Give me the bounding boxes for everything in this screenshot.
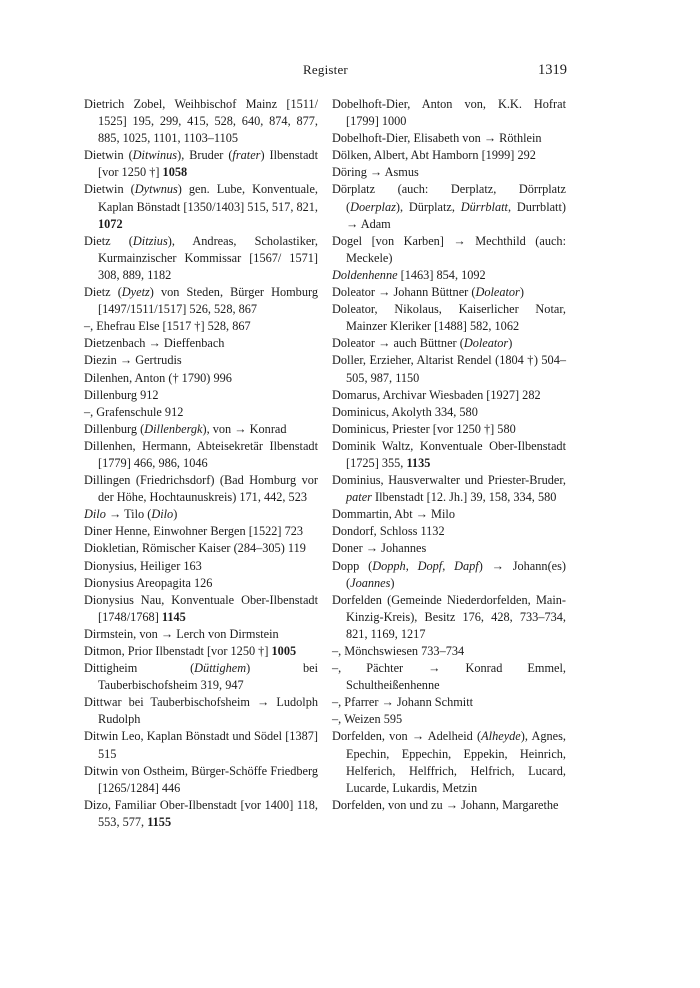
entry-text: 1072 [98,216,123,231]
entry-text: Dobelhoft-Dier, Elisabeth von → Röthlein [332,131,542,146]
entry-text: ) von Steden, Bürger Homburg [1497/1511/1517] 526, 528, 867 [98,285,318,317]
entry-text: Ditmon, Prior Ilbenstadt [vor 1250 †] [84,644,272,658]
index-entry [332,438,566,472]
entry-text: Joannes [350,575,391,590]
entry-text: Dorfelden, von und zu → Johann, Margarethe [332,797,559,812]
entry-text: Ditwin Leo, Kaplan Bönstadt und Södel [1387] 515 [84,729,318,761]
entry-text: ), Agnes, Epechin, Eppechin, Eppekin, Heinrich, Helferich, Helffrich, Helfrich, Lucard, Lucarde, Lukardis, Metzin [346,729,567,795]
entry-text: ) [519,285,524,300]
entry-text: –, Ehefrau Else [1517 †] 528, 867 [84,319,251,334]
index-entry [84,643,318,660]
entry-text: Doerplaz [350,199,396,214]
entry-text: 1145 [161,609,186,624]
index-entry [332,284,566,301]
entry-text: Dyetz [121,285,150,300]
entry-text: –, Pfarrer → Johann Schmitt [332,695,474,710]
entry-text: ), Bruder ( [177,148,233,163]
index-entry [84,233,318,284]
index-entry [332,130,566,147]
entry-text: Dominicus, Akolyth 334, 580 [332,404,478,419]
index-entry [332,181,566,232]
index-entry [332,592,566,643]
entry-text: –, Weizen 595 [332,712,403,727]
entry-text: Dopph [372,558,406,573]
index-entry [332,694,566,711]
entry-text: , [405,558,418,573]
entry-text: –, Grafenschule 912 [84,404,184,419]
index-column-left [84,96,318,831]
index-entry [84,421,318,438]
index-entry [332,335,566,352]
entry-text: Dietzenbach → Dieffenbach [84,336,225,351]
entry-text: Doner → Johannes [332,541,427,556]
entry-text: 1155 [147,814,172,829]
entry-text: Dietz ( [84,285,122,300]
index-entry [84,438,318,472]
index-entry [332,660,566,694]
index-column-right [332,96,566,814]
entry-text: Ditzius [132,233,168,248]
index-entry [84,626,318,643]
entry-text: , [442,558,455,573]
entry-text: Ditwinus [132,148,178,163]
entry-text: Dizo, Familiar Ober-Ilbenstadt [vor 1400] 118, 553, 577, [84,797,318,829]
index-entry [332,147,566,164]
index-entry [84,523,318,540]
entry-text: Dondorf, Schloss 1132 [332,524,445,539]
entry-text: Dopp ( [332,558,373,573]
entry-text: Dominik Waltz, Konventuale Ober-Ilbenstadt [1725] 355, [332,438,566,470]
entry-text: Dietrich Zobel, Weihbischof Mainz [1511/ 1525] 195, 299, 415, 528, 640, 874, 877, 885, 1025, 1101, 1103–1105 [84,97,318,146]
index-entry [84,352,318,369]
entry-text: Dionysius, Heiliger 163 [84,558,202,573]
index-entry [332,711,566,728]
entry-text: Dillingen (Friedrichsdorf) (Bad Homburg vor der Höhe, Hochtaunuskreis) 171, 442, 523 [84,473,318,505]
index-entry [84,592,318,626]
entry-text: [1463] 854, 1092 [397,267,486,282]
index-entry [332,728,566,796]
index-entry [84,694,318,728]
entry-text: Dillenbergk [144,421,203,436]
running-header [84,62,567,80]
index-entry [332,233,566,267]
entry-text: ) [390,575,395,590]
entry-text: Doleator [463,336,509,351]
entry-text: –, Pächter → Konrad Emmel, Schultheißenhenne [332,661,566,693]
index-entry [332,352,566,386]
entry-text: 1058 [162,165,188,180]
index-entry [332,472,566,506]
entry-text: Ilbenstadt [12. Jh.] 39, 158, 334, 580 [371,490,557,505]
entry-text: Dapf [454,558,479,573]
index-entry [332,267,566,284]
index-entry [84,540,318,557]
index-entry [332,523,566,540]
entry-text: Ditwin von Ostheim, Bürger-Schöffe Friedberg [1265/1284] 446 [84,763,318,795]
entry-text: Dilo [151,507,174,522]
entry-text: ) [508,336,513,351]
entry-text: Dytwnus [134,182,178,197]
entry-text: Doldenhenne [332,267,398,282]
index-entry [84,284,318,318]
entry-text: Dillenburg ( [84,421,145,436]
entry-text: Dorfelden, von → Adelheid ( [332,729,482,744]
index-entry [84,728,318,762]
index-entry [332,301,566,335]
index-entry [84,96,318,147]
entry-text: Doleator, Nikolaus, Kaiserlicher Notar, Mainzer Kleriker [1488] 582, 1062 [332,302,566,334]
index-entry [84,404,318,421]
entry-text: Dölken, Albert, Abt Hamborn [1999] 292 [332,148,536,163]
entry-text: Dominicus, Priester [vor 1250 †] 580 [332,421,516,436]
entry-text: , Durrblatt) → Adam [346,199,566,231]
entry-text: Dietwin ( [84,148,133,163]
entry-text: Dillenhen, Hermann, Abteisekretär Ilbenstadt [1779] 466, 986, 1046 [84,438,318,470]
entry-text: Dobelhoft-Dier, Anton von, K.K. Hofrat [1799] 1000 [332,97,566,129]
index-entry [84,335,318,352]
entry-text: Domarus, Archivar Wiesbaden [1927] 282 [332,387,541,402]
entry-text: Dürrblatt [460,199,508,214]
entry-text: 1005 [271,644,297,658]
index-entry [332,164,566,181]
index-entry [84,370,318,387]
index-entry [332,387,566,404]
entry-text: Diner Henne, Einwohner Bergen [1522] 723 [84,524,304,539]
entry-text: ) bei Tauberbischofsheim 319, 947 [98,661,318,693]
entry-text: ) [173,507,178,522]
entry-text: Dogel [von Karben] → Mechthild (auch: Meckele) [332,233,566,265]
entry-text: Dominius, Hausverwalter und Priester-Bruder, [332,473,566,488]
entry-text: Dorfelden (Gemeinde Niederdorfelden, Main-Kinzig-Kreis), Besitz 176, 428, 733–734, 821, 1169, 1217 [332,592,566,641]
entry-text: Dopf [417,558,443,573]
index-entry [84,763,318,797]
entry-text: Dörplatz (auch: Derplatz, Dörrplatz ( [332,182,566,214]
index-entry [332,421,566,438]
entry-text: Dommartin, Abt → Milo [332,507,455,522]
entry-text: Dittwar bei Tauberbischofsheim → Ludolph Rudolph [84,695,318,727]
index-entry [84,387,318,404]
entry-text: –, Mönchswiesen 733–734 [332,644,465,658]
index-entry [84,181,318,232]
entry-text: Doleator [475,285,520,300]
index-entry [332,797,566,814]
index-entry [84,575,318,592]
entry-text: ) Ilbenstadt [vor 1250 †] [98,148,318,180]
entry-text: Diokletian, Römischer Kaiser (284–305) 119 [84,541,306,556]
index-entry [332,540,566,557]
index-entry [332,558,566,592]
entry-text: Dietwin ( [84,182,135,197]
entry-text: frater [232,148,261,163]
entry-text: Doleator → auch Büttner ( [332,336,464,351]
index-entry [84,318,318,335]
entry-text: Doleator → Johann Büttner ( [332,285,476,300]
entry-text: Dionysius Nau, Konventuale Ober-Ilbenstadt [1748/1768] [84,592,318,624]
entry-text: ) gen. Lube, Konventuale, Kaplan Bönstadt [1350/1403] 515, 517, 821, [98,182,318,214]
entry-text: ), von → Konrad [202,421,287,436]
index-entry [332,506,566,523]
entry-text: ), Andreas, Scholastiker, Kurmainzischer Kommissar [1567/ 1571] 308, 889, 1182 [98,233,318,282]
page-number: 1319 [538,62,567,78]
index-entry [332,404,566,421]
index-entry [84,506,318,523]
entry-text: Dionysius Areopagita 126 [84,575,213,590]
index-entry [84,797,318,831]
entry-text: Dilo [84,507,106,522]
entry-text: Dittigheim ( [84,661,195,676]
index-entry [84,558,318,575]
entry-text: Dirmstein, von → Lerch von Dirmstein [84,626,279,641]
entry-text: Alheyde [481,729,521,744]
entry-text: Dilenhen, Anton († 1790) 996 [84,370,232,385]
entry-text: Döring → Asmus [332,165,419,180]
entry-text: ), Dürplatz, [395,199,461,214]
header-title: Register [303,62,348,77]
entry-text: Düttighem [194,661,247,676]
entry-text: Dietz ( [84,233,133,248]
index-entry [332,643,566,660]
entry-text: ) → Johann(es) ( [346,558,566,590]
entry-text: → Tilo ( [105,507,152,522]
index-entry [332,96,566,130]
index-entry [84,660,318,694]
index-entry [84,147,318,181]
entry-text: Doller, Erzieher, Altarist Rendel (1804 †) 504–505, 987, 1150 [332,353,566,385]
index-entry [84,472,318,506]
entry-text: pater [346,490,372,505]
entry-text: 1135 [406,455,431,470]
entry-text: Dillenburg 912 [84,387,159,402]
entry-text: Diezin → Gertrudis [84,353,182,368]
